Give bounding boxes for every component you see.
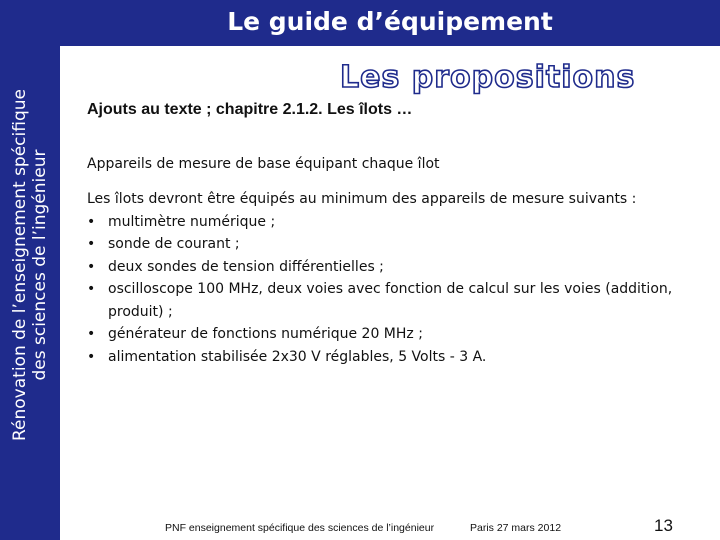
- sidebar-title-line-1: Rénovation de l’enseignement spécifique: [10, 89, 30, 441]
- list-item: • générateur de fonctions numérique 20 MHz ;: [87, 323, 697, 346]
- content-body: [87, 188, 697, 368]
- list-item: • alimentation stabilisée 2x30 V réglables, 5 Volts - 3 A.: [87, 346, 697, 369]
- list-item: • deux sondes de tension différentielles ;: [87, 256, 697, 279]
- header-band: [0, 0, 720, 46]
- section-title: Les propositions: [340, 60, 636, 95]
- list-item: • sonde de courant ;: [87, 233, 697, 256]
- sidebar-title-line-2: des sciences de l’ingénieur: [30, 149, 50, 381]
- list-item: • oscilloscope 100 MHz, deux voies avec fonction de calcul sur les voies (addition, produit) ;: [87, 278, 697, 323]
- footer-caption: PNF enseignement spécifique des sciences de l’ingénieur: [165, 522, 435, 534]
- sidebar-band: [0, 0, 60, 540]
- slide-subtitle: Ajouts au texte ; chapitre 2.1.2. Les îlots …: [87, 101, 413, 118]
- content-heading: Appareils de mesure de base équipant chaque îlot: [87, 156, 440, 172]
- sidebar-vertical-title: [10, 50, 50, 480]
- footer-date: Paris 27 mars 2012: [470, 522, 562, 534]
- equipment-list: [87, 211, 697, 369]
- intro-text: Les îlots devront être équipés au minimum des appareils de mesure suivants :: [87, 191, 637, 207]
- page-number: 13: [654, 516, 673, 535]
- page-title: Le guide d’équipement: [227, 7, 553, 36]
- list-item: • multimètre numérique ;: [87, 211, 697, 234]
